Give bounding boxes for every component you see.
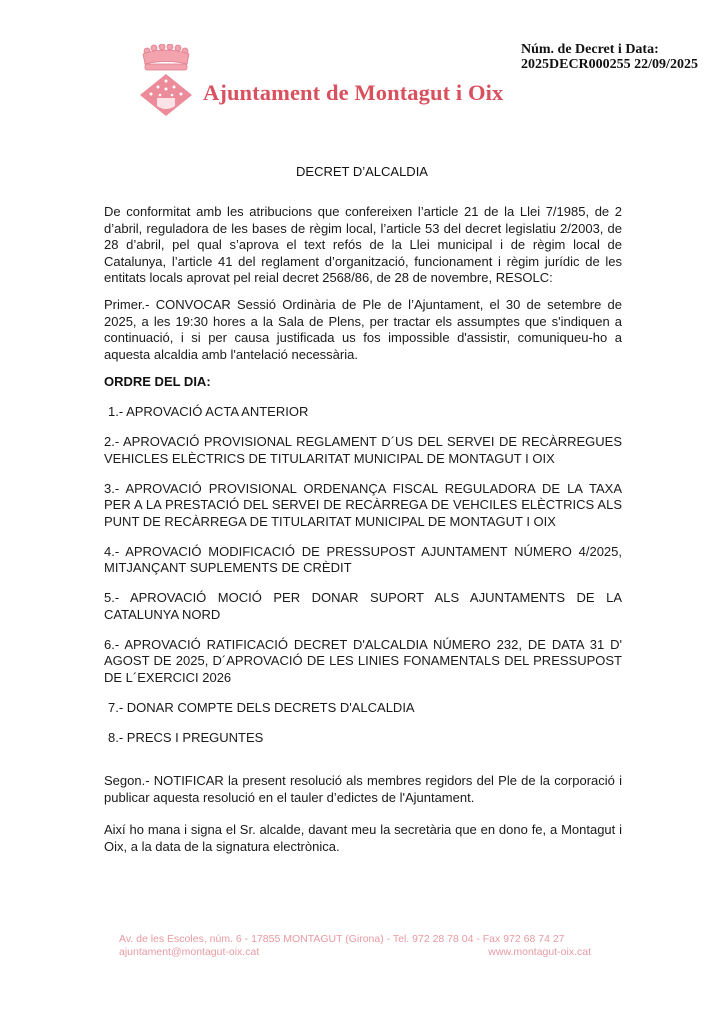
agenda-item: 4.- APROVACIÓ MODIFICACIÓ DE PRESSUPOST AJUNTAMENT NÚMERO 4/2025, MITJANÇANT SUPLEMENTS DE CRÈDIT <box>104 543 622 575</box>
primer-text: Primer.- CONVOCAR Sessió Ordinària de Ple de l’Ajuntament, el 30 de setembre de 2025, a les 19:30 hores a la Sala de Plens, per tractar els assumptes que s'indiquen a continuació, i si per causa justificada us fos impossible d'assistir, comuniqueu-ho a aquesta alcaldia amb l'antelació necessària. <box>104 297 622 362</box>
page-footer <box>119 933 591 958</box>
decree-label: Núm. de Decret i Data: <box>521 42 659 57</box>
agenda-item: 5.- APROVACIÓ MOCIÓ PER DONAR SUPORT ALS AJUNTAMENTS DE LA CATALUNYA NORD <box>104 590 622 622</box>
agenda-item: 1.- APROVACIÓ ACTA ANTERIOR <box>108 404 309 419</box>
agenda-heading: ORDRE DEL DIA: <box>104 374 211 389</box>
agenda-item: 8.- PRECS I PREGUNTES <box>108 729 264 745</box>
segon-paragraph <box>104 773 622 806</box>
document-title: DECRET D’ALCALDIA <box>296 164 428 179</box>
agenda-item: 3.- APROVACIÓ PROVISIONAL ORDENANÇA FISCAL REGULADORA DE LA TAXA PER A LA PRESTACIÓ DEL SERVEI DE RECÀRREGA DE VEHCILES ELÈCTRICS ALS PUNT DE RECÀRREGA DE TITULARITAT MUNICIPAL DE MONTAGUT I OIX <box>104 480 622 529</box>
decree-number-date: 2025DECR000255 22/09/2025 <box>521 57 698 72</box>
footer-email[interactable]: ajuntament@montagut-oix.cat <box>119 945 260 958</box>
primer-paragraph <box>104 297 622 363</box>
agenda-item: 6.- APROVACIÓ RATIFICACIÓ DECRET D'ALCALDIA NÚMERO 232, DE DATA 31 D' AGOST DE 2025, D´APROVACIÓ DE LES LINIES FONAMENTALS DEL PRESSUPOST DE L´EXERCICI 2026 <box>104 636 622 685</box>
closing-text: Així ho mana i signa el Sr. alcalde, davant meu la secretària que en dono fe, a Montagut i Oix, a la data de la signatura electrònica. <box>104 822 622 854</box>
agenda-item: 2.- APROVACIÓ PROVISIONAL REGLAMENT D´US DEL SERVEI DE RECÀRREGUES VEHICLES ELÈCTRICS DE TITULARITAT MUNICIPAL DE MONTAGUT I OIX <box>104 434 622 466</box>
organization-name: Ajuntament de Montagut i Oix <box>203 80 504 105</box>
agenda-list <box>104 404 622 760</box>
closing-paragraph <box>104 822 622 855</box>
intro-paragraph <box>104 204 622 287</box>
footer-website[interactable]: www.montagut-oix.cat <box>488 945 591 958</box>
decree-meta <box>521 42 698 72</box>
coat-of-arms-icon <box>137 44 195 116</box>
intro-text: De conformitat amb les atribucions que confereixen l’article 21 de la Llei 7/1985, de 2 d’abril, reguladora de les bases de règim local, l’article 53 del decret legislatiu 2/2003, de 28 d’abril, pel qual s’aprova el text refós de la Llei municipal i de règim local de Catalunya, l’article 41 del reglament d’organització, funcionament i règim jurídic de les entitats locals aprovat pel reial decret 2568/86, de 28 de novembre, RESOLC: <box>104 204 622 285</box>
footer-address: Av. de les Escoles, núm. 6 - 17855 MONTAGUT (Girona) - Tel. 972 28 78 04 - Fax 972 68 74 27 <box>119 933 565 945</box>
agenda-item: 7.- DONAR COMPTE DELS DECRETS D'ALCALDIA <box>108 699 415 715</box>
segon-text: Segon.- NOTIFICAR la present resolució als membres regidors del Ple de la corporació i publicar aquesta resolució en el tauler d’edictes de l'Ajuntament. <box>104 773 622 805</box>
